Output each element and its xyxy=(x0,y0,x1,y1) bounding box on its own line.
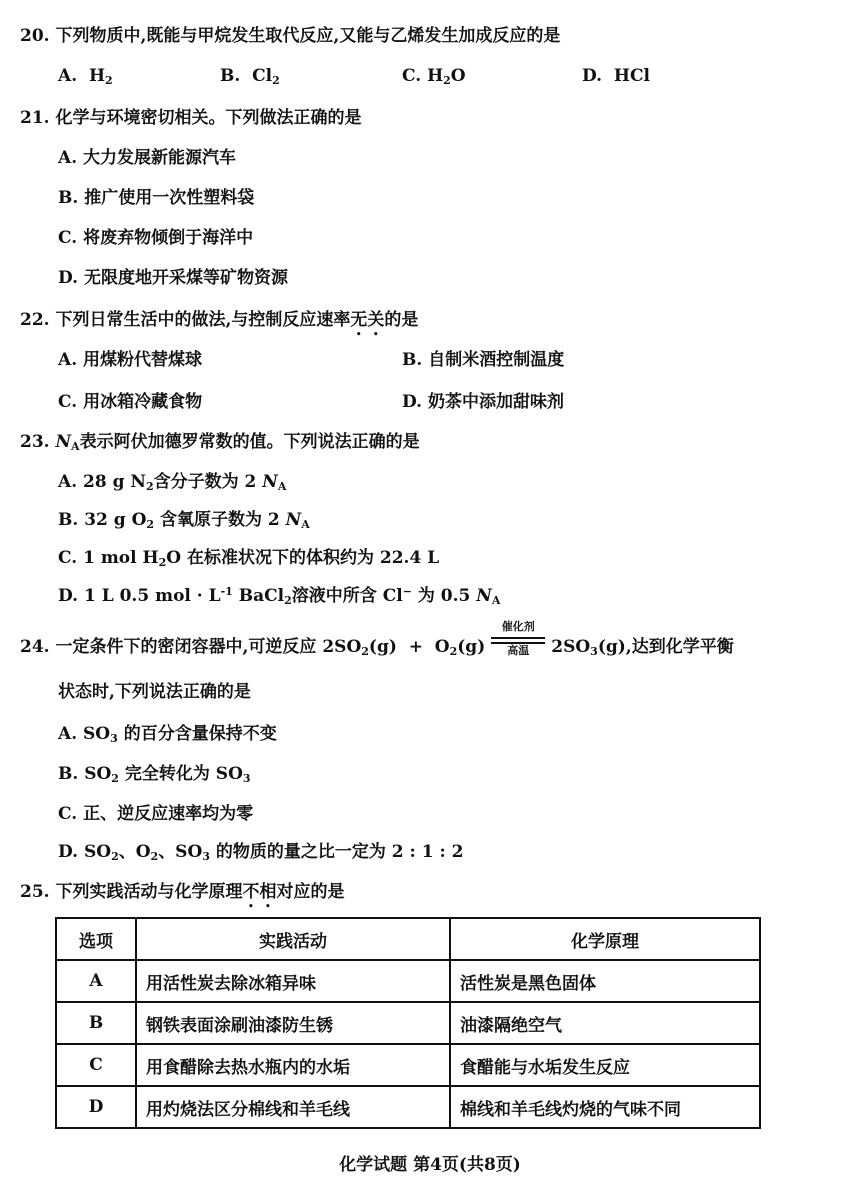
option-text: 将废弃物倾倒于海洋中 xyxy=(83,228,254,248)
q21-option-d xyxy=(58,266,288,290)
table-cell: B xyxy=(56,1002,136,1044)
q22-stem: 22. 下列日常生活中的做法,与控制反应速率无关的是 xyxy=(20,310,419,330)
q20-option-a: A. $H_2$ xyxy=(58,66,113,87)
q24-stem-line2: 状态时,下列说法正确的是 xyxy=(58,682,251,702)
option-text: 奶茶中添加甜味剂 xyxy=(427,392,564,412)
q24-option-c xyxy=(58,802,253,826)
page-footer: 化学试题 第4页(共8页) xyxy=(339,1155,521,1175)
table-cell: 食醋能与水垢发生反应 xyxy=(450,1044,760,1086)
q20-stem: 20. 下列物质中,既能与甲烷发生取代反应,又能与乙烯发生加成反应的是 xyxy=(20,26,561,46)
option-label: A. xyxy=(58,350,78,370)
option-label: C. xyxy=(58,804,78,824)
q23-option-d: D. 1 L 0.5 mol · $L^{-1}$ BaCl$_2$溶液中所含 Cl− 为 0.5 $N_A$ xyxy=(58,585,501,607)
option-label: C. xyxy=(58,392,78,412)
option-text: 大力发展新能源汽车 xyxy=(83,148,237,168)
option-label: B. xyxy=(58,188,79,208)
option-text: 正、逆反应速率均为零 xyxy=(83,804,254,824)
option-text: 用煤粉代替煤球 xyxy=(83,350,203,370)
q23-option-a: A. 28 g $N_2$含分子数为 2 $N_A$ xyxy=(58,472,287,493)
option-label: C. xyxy=(58,228,78,248)
q23-number: 23. xyxy=(20,432,50,452)
emphasis-wuguan: 无关 xyxy=(350,310,385,330)
table-cell: 活性炭是黑色固体 xyxy=(450,960,760,1002)
table-header: 实践活动 xyxy=(136,918,450,960)
condition-label: 高温 xyxy=(507,644,530,657)
q24-option-d: D. $SO_2$、$O_2$、$SO_3$ 的物质的量之比一定为 2 : 1 : 2 xyxy=(58,842,464,863)
equilibrium-arrow xyxy=(489,620,547,657)
q21-option-a xyxy=(58,146,236,170)
q21-option-c xyxy=(58,226,253,250)
q24-stem-line1: 24. 一定条件下的密闭容器中,可逆反应 $2SO_2(g) + O_2(g)$ 催化剂 高温 $2SO_3(g)$,达到化学平衡 xyxy=(20,620,734,658)
option-text: 用冰箱冷藏食物 xyxy=(83,392,203,412)
table-cell: 钢铁表面涂刷油漆防生锈 xyxy=(136,1002,450,1044)
option-label: D. xyxy=(402,392,423,412)
table-row xyxy=(56,1002,760,1044)
q22-option-d xyxy=(402,390,564,414)
q22-option-b xyxy=(402,348,564,372)
table-row xyxy=(56,1086,760,1128)
q20-option-b: B. $Cl_2$ xyxy=(220,66,280,87)
option-label: A. xyxy=(58,148,78,168)
q20-option-c: C. $H_2O$ xyxy=(402,66,466,87)
q21-number: 21. xyxy=(20,108,50,128)
table-header: 化学原理 xyxy=(450,918,760,960)
q25-table xyxy=(55,917,761,1129)
option-label: B. xyxy=(402,350,423,370)
option-text: 推广使用一次性塑料袋 xyxy=(84,188,255,208)
q24-option-a: A. $SO_3$ 的百分含量保持不变 xyxy=(58,724,277,745)
q22-option-a xyxy=(58,348,202,372)
table-cell: 油漆隔绝空气 xyxy=(450,1002,760,1044)
option-label: D. xyxy=(58,268,79,288)
q23-stem: 23. $N_A$表示阿伏加德罗常数的值。下列说法正确的是 xyxy=(20,432,420,453)
q21-stem xyxy=(20,106,362,130)
q23-option-b: B. 32 g $O_2$ 含氧原子数为 2 $N_A$ xyxy=(58,510,310,531)
table-header-row xyxy=(56,918,760,960)
table-header: 选项 xyxy=(56,918,136,960)
q20-number: 20. xyxy=(20,26,50,46)
table-cell: D xyxy=(56,1086,136,1128)
catalyst-label: 催化剂 xyxy=(501,620,535,633)
q22-option-c xyxy=(58,390,202,414)
table-cell: 用灼烧法区分棉线和羊毛线 xyxy=(136,1086,450,1128)
q22-number: 22. xyxy=(20,310,50,330)
table-cell: 用食醋除去热水瓶内的水垢 xyxy=(136,1044,450,1086)
q25-number: 25. xyxy=(20,882,50,902)
table-cell: 用活性炭去除冰箱异味 xyxy=(136,960,450,1002)
q20-option-d: D. HCl xyxy=(582,66,650,86)
option-text: 无限度地开采煤等矿物资源 xyxy=(83,268,288,288)
table-cell: A xyxy=(56,960,136,1002)
q23-option-c: C. 1 mol $H_2O$ 在标准状况下的体积约为 22.4 L xyxy=(58,548,440,569)
q24-option-b: B. $SO_2$ 完全转化为 $SO_3$ xyxy=(58,764,251,785)
table-row xyxy=(56,1044,760,1086)
table-cell: C xyxy=(56,1044,136,1086)
table-cell: 棉线和羊毛线灼烧的气味不同 xyxy=(450,1086,760,1128)
option-text: 自制米酒控制温度 xyxy=(428,350,565,370)
q21-stem-text: 化学与环境密切相关。下列做法正确的是 xyxy=(55,108,362,128)
q25-stem: 25. 下列实践活动与化学原理不相对应的是 xyxy=(20,882,345,902)
q24-number: 24. xyxy=(20,637,50,657)
emphasis-buxiang: 不相 xyxy=(242,882,277,902)
q21-option-b xyxy=(58,186,254,210)
table-row xyxy=(56,960,760,1002)
